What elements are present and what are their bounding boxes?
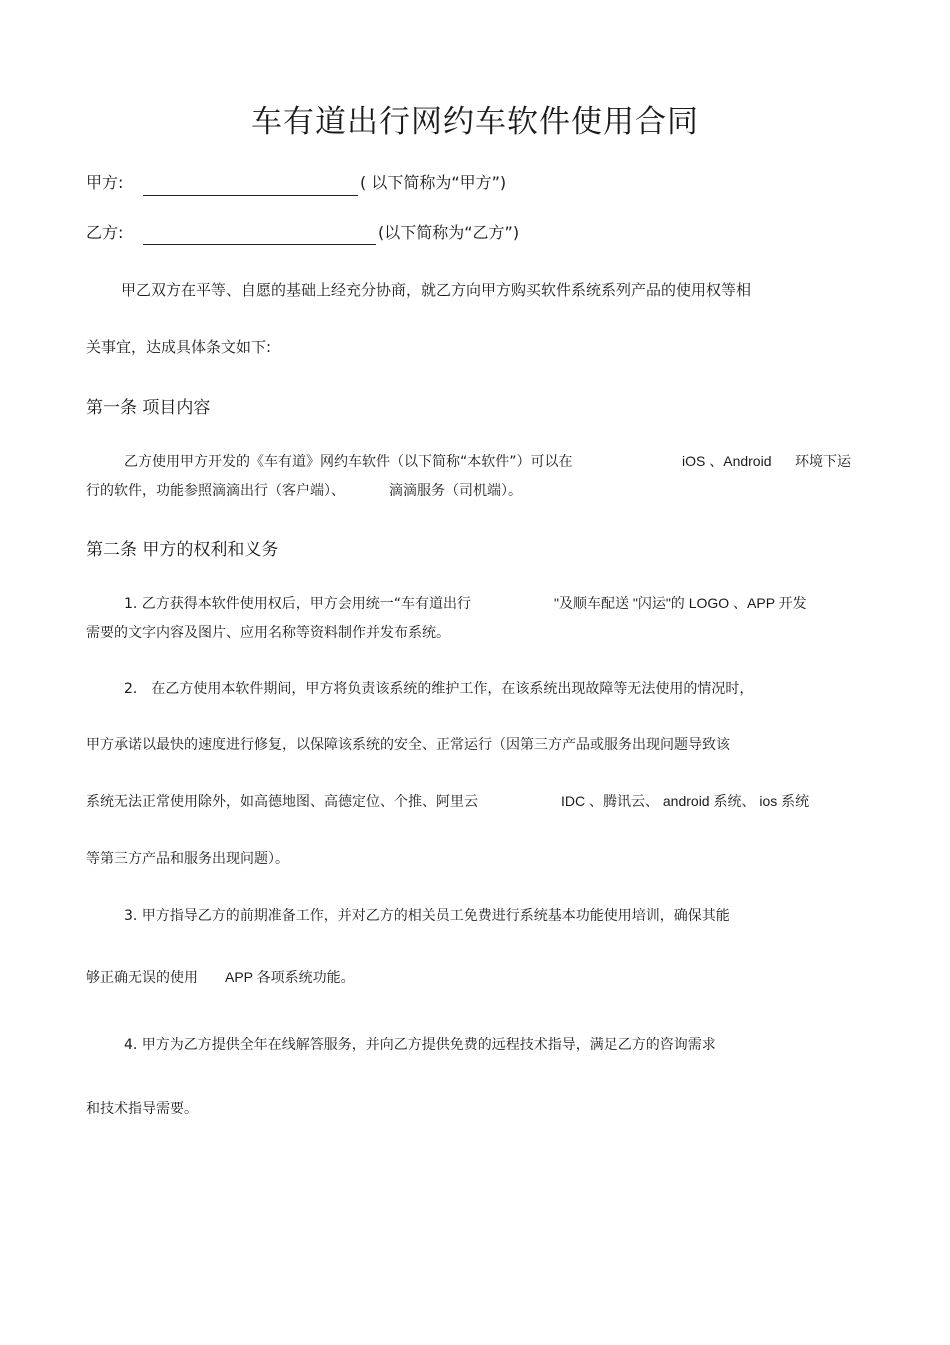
article-1-line-2a: 行的软件，功能参照滴滴出行（客户端）、 [86,483,345,499]
party-a-blank [143,173,358,196]
article-2-item-3-line-2b: APP 各项系统功能。 [225,969,355,985]
article-1-heading: 第一条 项目内容 [86,398,211,418]
article-1-line-1a: 乙方使用甲方开发的《车有道》网约车软件（以下简称“本软件”）可以在 [124,454,573,470]
article-1-line-1c: 环境下运 [795,454,851,470]
article-2-item-2-line-3b: IDC 、腾讯云、 android 系统、 ios 系统 [561,793,810,809]
article-2-item-2-line-1: 2． 在乙方使用本软件期间，甲方将负责该系统的维护工作，在该系统出现故障等无法使用的情况时， [124,681,754,697]
party-a-label: 甲方: [86,173,124,192]
party-b-blank [143,222,376,245]
preamble-line-2: 关事宜，达成具体条文如下: [86,338,272,356]
article-2-item-1-line-1a: 1. 乙方获得本软件使用权后，甲方会用统一“车有道出行 [124,596,472,612]
article-2-item-2-line-4: 等第三方产品和服务出现问题）。 [86,851,289,867]
party-b-suffix: (以下简称为“乙方”) [378,223,520,242]
preamble-line-1: 甲乙双方在平等、自愿的基础上经充分协商，就乙方向甲方购买软件系统系列产品的使用权等相 [121,281,752,299]
article-1-line-1b: iOS 、Android [682,453,772,469]
article-1-line-2b: 滴滴服务（司机端）。 [389,483,522,499]
article-2-item-3-line-1: 3. 甲方指导乙方的前期准备工作，并对乙方的相关员工免费进行系统基本功能使用培训，确保其能 [124,908,730,924]
article-2-item-4-line-2: 和技术指导需要。 [86,1101,198,1117]
article-2-item-2-line-2: 甲方承诺以最快的速度进行修复，以保障该系统的安全、正常运行（因第三方产品或服务出现问题导致该 [86,737,730,753]
article-2-heading: 第二条 甲方的权利和义务 [86,540,279,560]
party-a-suffix: ( 以下简称为“甲方”) [360,173,507,192]
article-2-item-4-line-1: 4. 甲方为乙方提供全年在线解答服务，并向乙方提供免费的远程技术指导，满足乙方的咨询需求 [124,1037,716,1053]
article-2-item-1-line-2: 需要的文字内容及图片、应用名称等资料制作并发布系统。 [86,625,450,641]
article-2-item-2-line-3a: 系统无法正常使用除外，如高德地图、高德定位、个推、阿里云 [86,794,478,810]
article-2-item-1-line-1b: "及顺车配送 "闪运"的 LOGO 、APP 开发 [554,595,807,611]
party-b-label: 乙方: [86,223,124,242]
document-title: 车有道出行网约车软件使用合同 [251,104,699,140]
article-2-item-3-line-2a: 够正确无误的使用 [86,970,198,986]
